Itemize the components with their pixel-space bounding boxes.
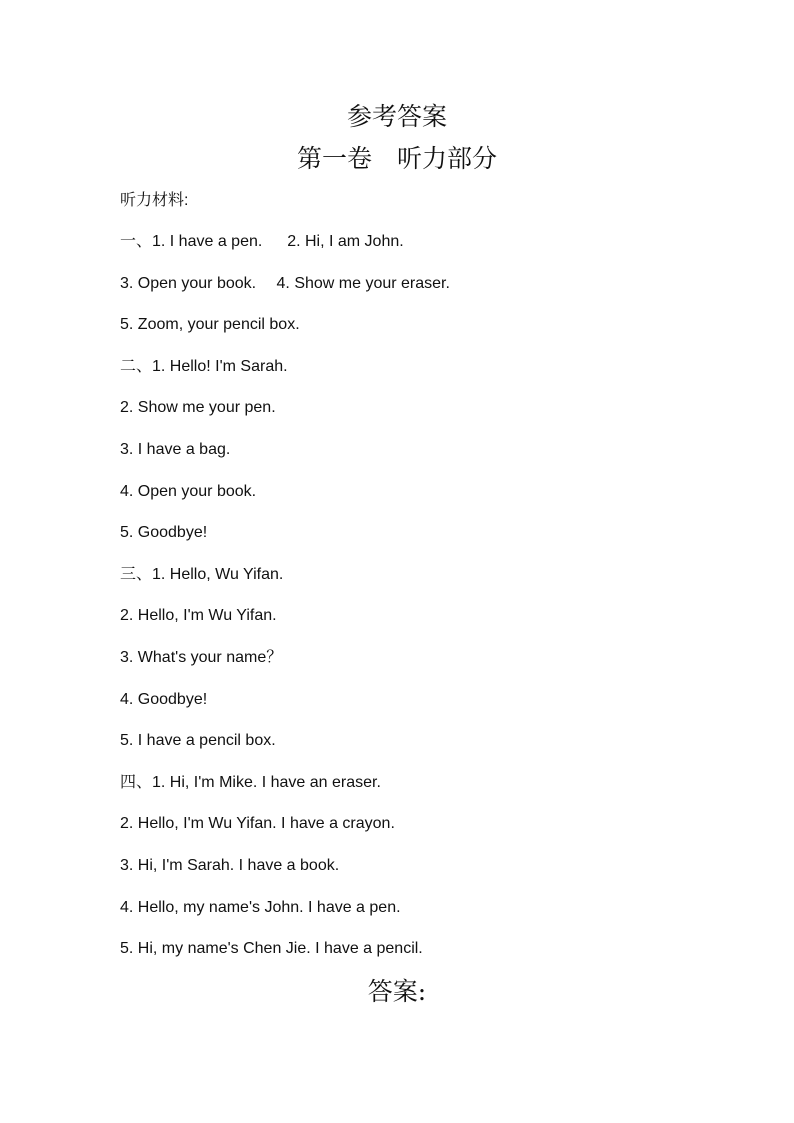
material-line: 2. Hello, I'm Wu Yifan. I have a crayon.: [120, 815, 395, 832]
material-line: 4. Hello, my name's John. I have a pen.: [120, 899, 401, 916]
page-title: 参考答案: [346, 102, 447, 131]
material-line: 4. Open your book.: [120, 483, 257, 500]
material-line: 四、1. Hi, I'm Mike. I have an eraser.: [120, 774, 381, 791]
material-line: 一、1. I have a pen. 2. Hi, I am John.: [120, 233, 404, 250]
material-line: 3. I have a bag.: [120, 441, 231, 458]
material-line: 5. I have a pencil box.: [120, 732, 276, 749]
listening-material-label: 听力材料:: [120, 192, 189, 209]
material-line: 5. Hi, my name's Chen Jie. I have a pencil.: [120, 940, 423, 957]
material-line: 3. Open your book. 4. Show me your eraser.: [120, 275, 450, 292]
material-line: 三、1. Hello, Wu Yifan.: [120, 566, 284, 583]
material-line: 5. Zoom, your pencil box.: [120, 316, 300, 333]
material-line: 2. Show me your pen.: [120, 399, 276, 416]
answers-heading: 答案:: [367, 977, 427, 1006]
material-line: 3. Hi, I'm Sarah. I have a book.: [120, 857, 340, 874]
material-line: 4. Goodbye!: [120, 691, 208, 708]
material-line: 2. Hello, I'm Wu Yifan.: [120, 607, 277, 624]
section-title: 第一卷 听力部分: [296, 144, 497, 173]
material-line: 3. What's your name？: [120, 649, 283, 666]
material-line: 二、1. Hello! I'm Sarah.: [120, 358, 288, 375]
material-line: 5. Goodbye!: [120, 524, 208, 541]
